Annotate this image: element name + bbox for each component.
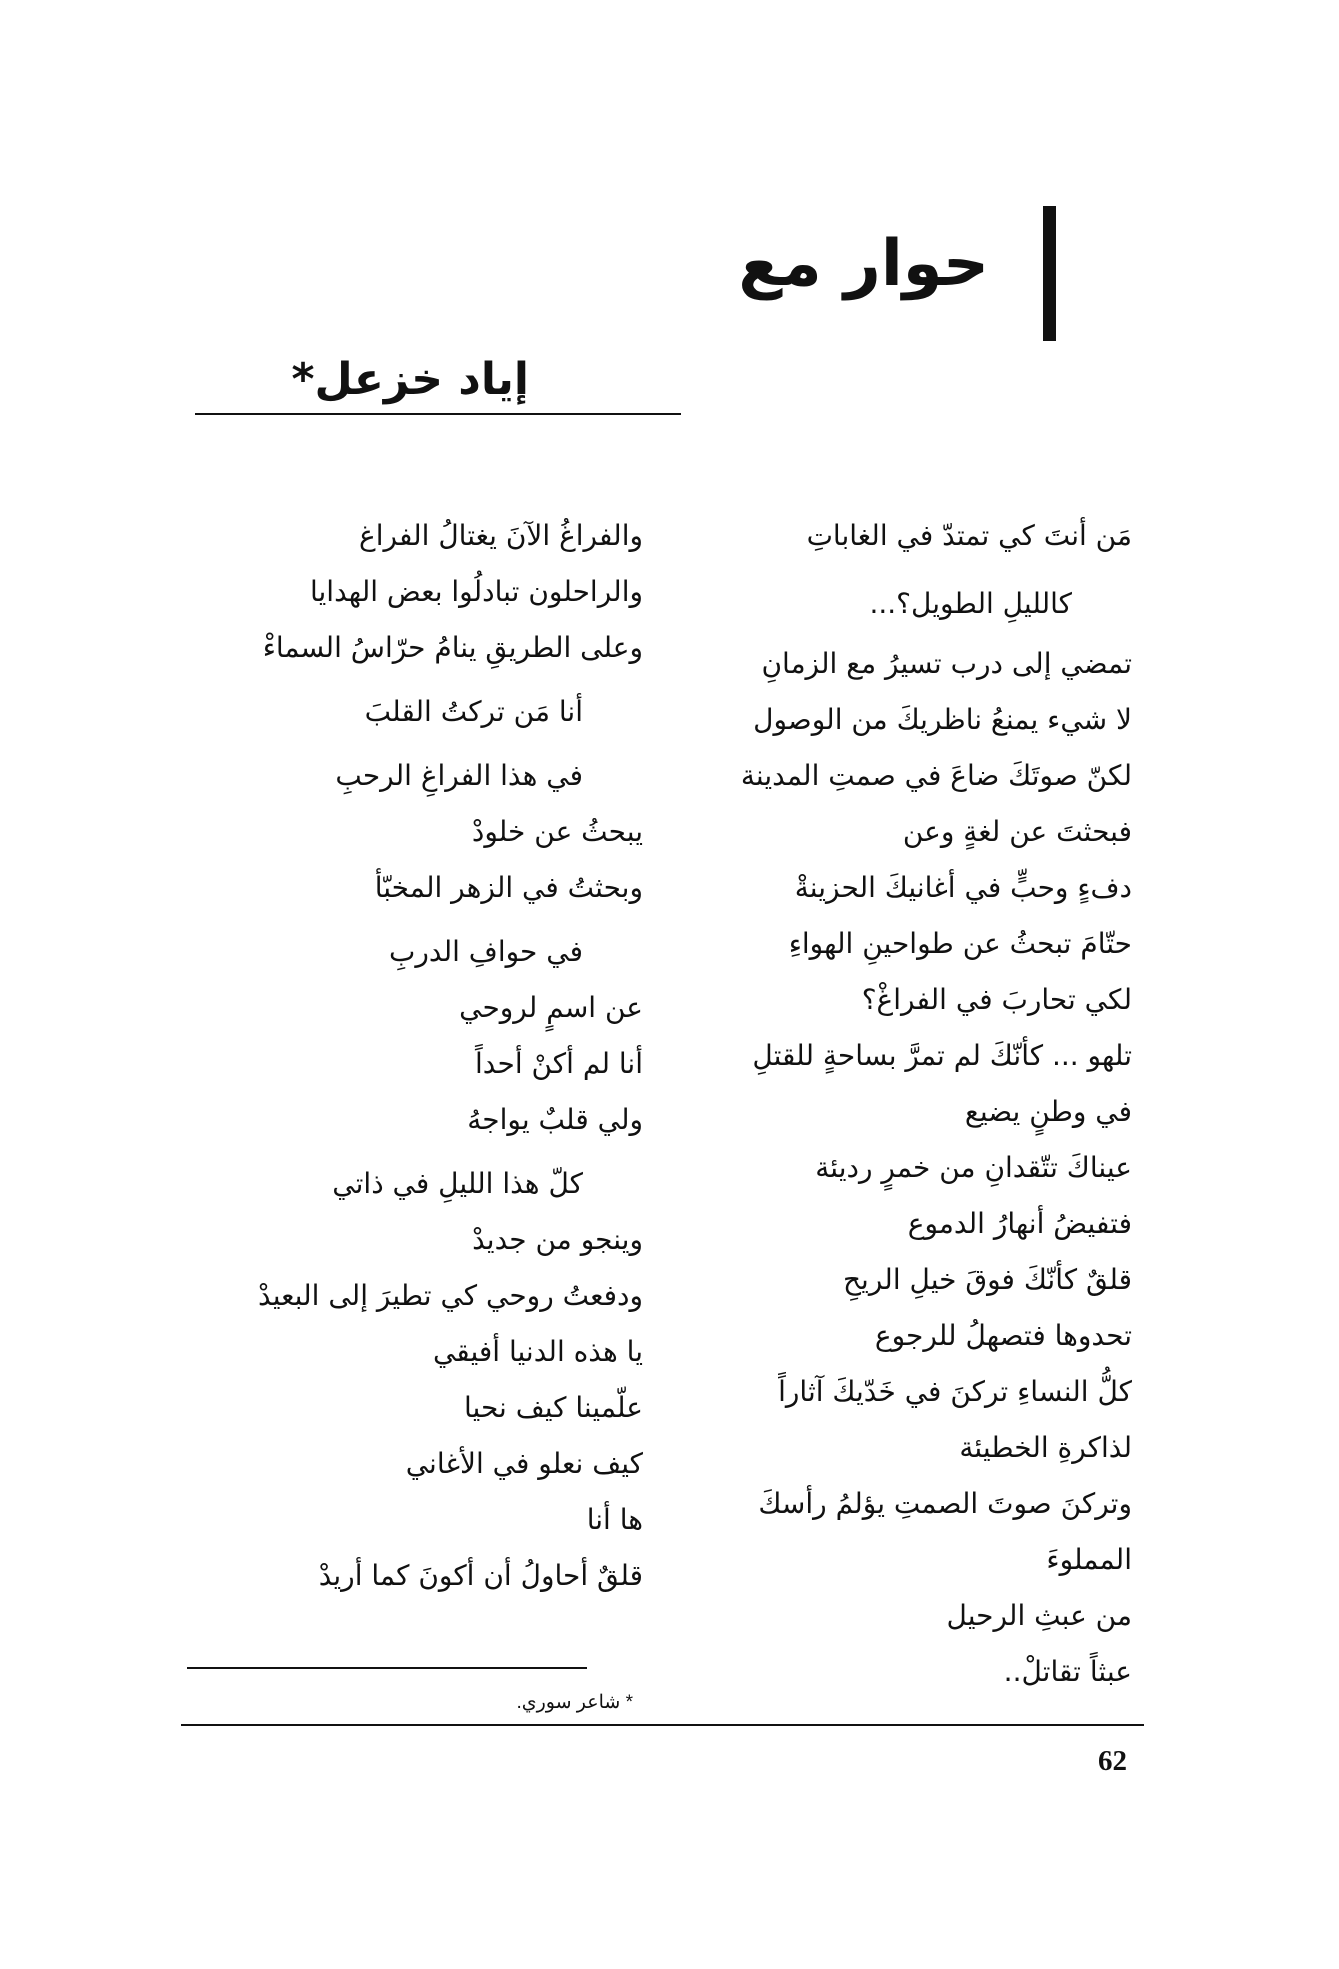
- poem-line: لذاكرةِ الخطيئة: [959, 1431, 1132, 1464]
- poem-line: قلقٌ كأنّكَ فوقَ خيلِ الريحِ: [842, 1263, 1132, 1296]
- poem-line: يا هذه الدنيا أفيقي: [432, 1335, 643, 1368]
- poem-line: كالليلِ الطويل؟...: [869, 587, 1072, 620]
- poem-line: في هذا الفراغِ الرحبِ: [335, 759, 583, 792]
- poem-line: والفراغُ الآنَ يغتالُ الفراغ: [359, 519, 643, 552]
- poem-line: كلّ هذا الليلِ في ذاتي: [332, 1167, 583, 1200]
- poem-line: علّمينا كيف نحيا: [463, 1391, 643, 1424]
- poem-line: في حوافِ الدربِ: [389, 935, 583, 968]
- poem-line: لكي تحاربَ في الفراغْ؟: [861, 983, 1132, 1016]
- poem-column-right: [612, 0, 1132, 1969]
- poem-line: من عبثِ الرحيل: [946, 1599, 1132, 1632]
- poem-line: تمضي إلى درب تسيرُ مع الزمانِ: [761, 647, 1132, 680]
- poem-line: حتّامَ تبحثُ عن طواحينِ الهواءِ: [788, 927, 1132, 960]
- footnote-rule: [187, 1667, 587, 1669]
- poem-line: المملوءَ: [1046, 1543, 1132, 1576]
- poem-line: مَن أنتَ كي تمتدّ في الغاباتِ: [806, 519, 1132, 552]
- poem-line: وبحثتُ في الزهر المخبّأ: [374, 871, 643, 904]
- poem-line: وتركنَ صوتَ الصمتِ يؤلمُ رأسكَ: [758, 1487, 1132, 1520]
- poem-line: وعلى الطريقِ ينامُ حرّاسُ السماءْ: [262, 631, 643, 664]
- page-bottom-rule: [181, 1724, 1144, 1726]
- poem-line: لكنّ صوتَكَ ضاعَ في صمتِ المدينة: [740, 759, 1132, 792]
- poem-line: دفءٍ وحبٍّ في أغانيكَ الحزينةْ: [794, 871, 1132, 904]
- poem-line: تلهو ... كأنّكَ لم تمرَّ بساحةٍ للقتلِ: [752, 1039, 1132, 1072]
- poem-line: أنا لم أكنْ أحداً: [475, 1047, 643, 1080]
- poem-line: فتفيضُ أنهارُ الدموع: [907, 1207, 1132, 1240]
- poem-line: كيف نعلو في الأغاني: [405, 1447, 643, 1480]
- poem-line: ودفعتُ روحي كي تطيرَ إلى البعيدْ: [258, 1279, 643, 1312]
- footnote: * شاعر سوري.: [516, 1692, 633, 1713]
- poem-line: عن اسمٍ لروحي: [459, 991, 643, 1024]
- poem-line: يبحثُ عن خلودْ: [471, 815, 643, 848]
- poem-line: تحدوها فتصهلُ للرجوع: [874, 1319, 1132, 1352]
- poem-line: والراحلون تبادلُوا بعض الهدايا: [309, 575, 643, 608]
- poem-line: في وطنٍ يضيع: [964, 1095, 1132, 1128]
- poem-line: عيناكَ تتّقدانِ من خمرٍ رديئة: [815, 1151, 1132, 1184]
- poem-line: وينجو من جديدْ: [472, 1223, 643, 1256]
- poem-line: فبحثتَ عن لغةٍ وعن: [902, 815, 1132, 848]
- poem-line: قلقٌ أحاولُ أن أكونَ كما أريدْ: [318, 1559, 643, 1592]
- poem-line: أنا مَن تركتُ القلبَ: [364, 695, 583, 728]
- author-name: إياد خزعل*: [291, 354, 529, 405]
- poem-title: حوار مع: [738, 227, 989, 301]
- poem-line: لا شيء يمنعُ ناظريكَ من الوصول: [753, 703, 1132, 736]
- poem-line: ها أنا: [586, 1503, 643, 1536]
- poem-line: عبثاً تقاتلْ..: [1003, 1655, 1132, 1688]
- poem-column-left: [123, 0, 643, 1969]
- poem-line: كلُّ النساءِ تركنَ في خَدّيكَ آثاراً: [778, 1375, 1132, 1408]
- poem-line: ولي قلبٌ يواجهُ: [467, 1103, 643, 1136]
- page-number: 62: [1098, 1745, 1127, 1777]
